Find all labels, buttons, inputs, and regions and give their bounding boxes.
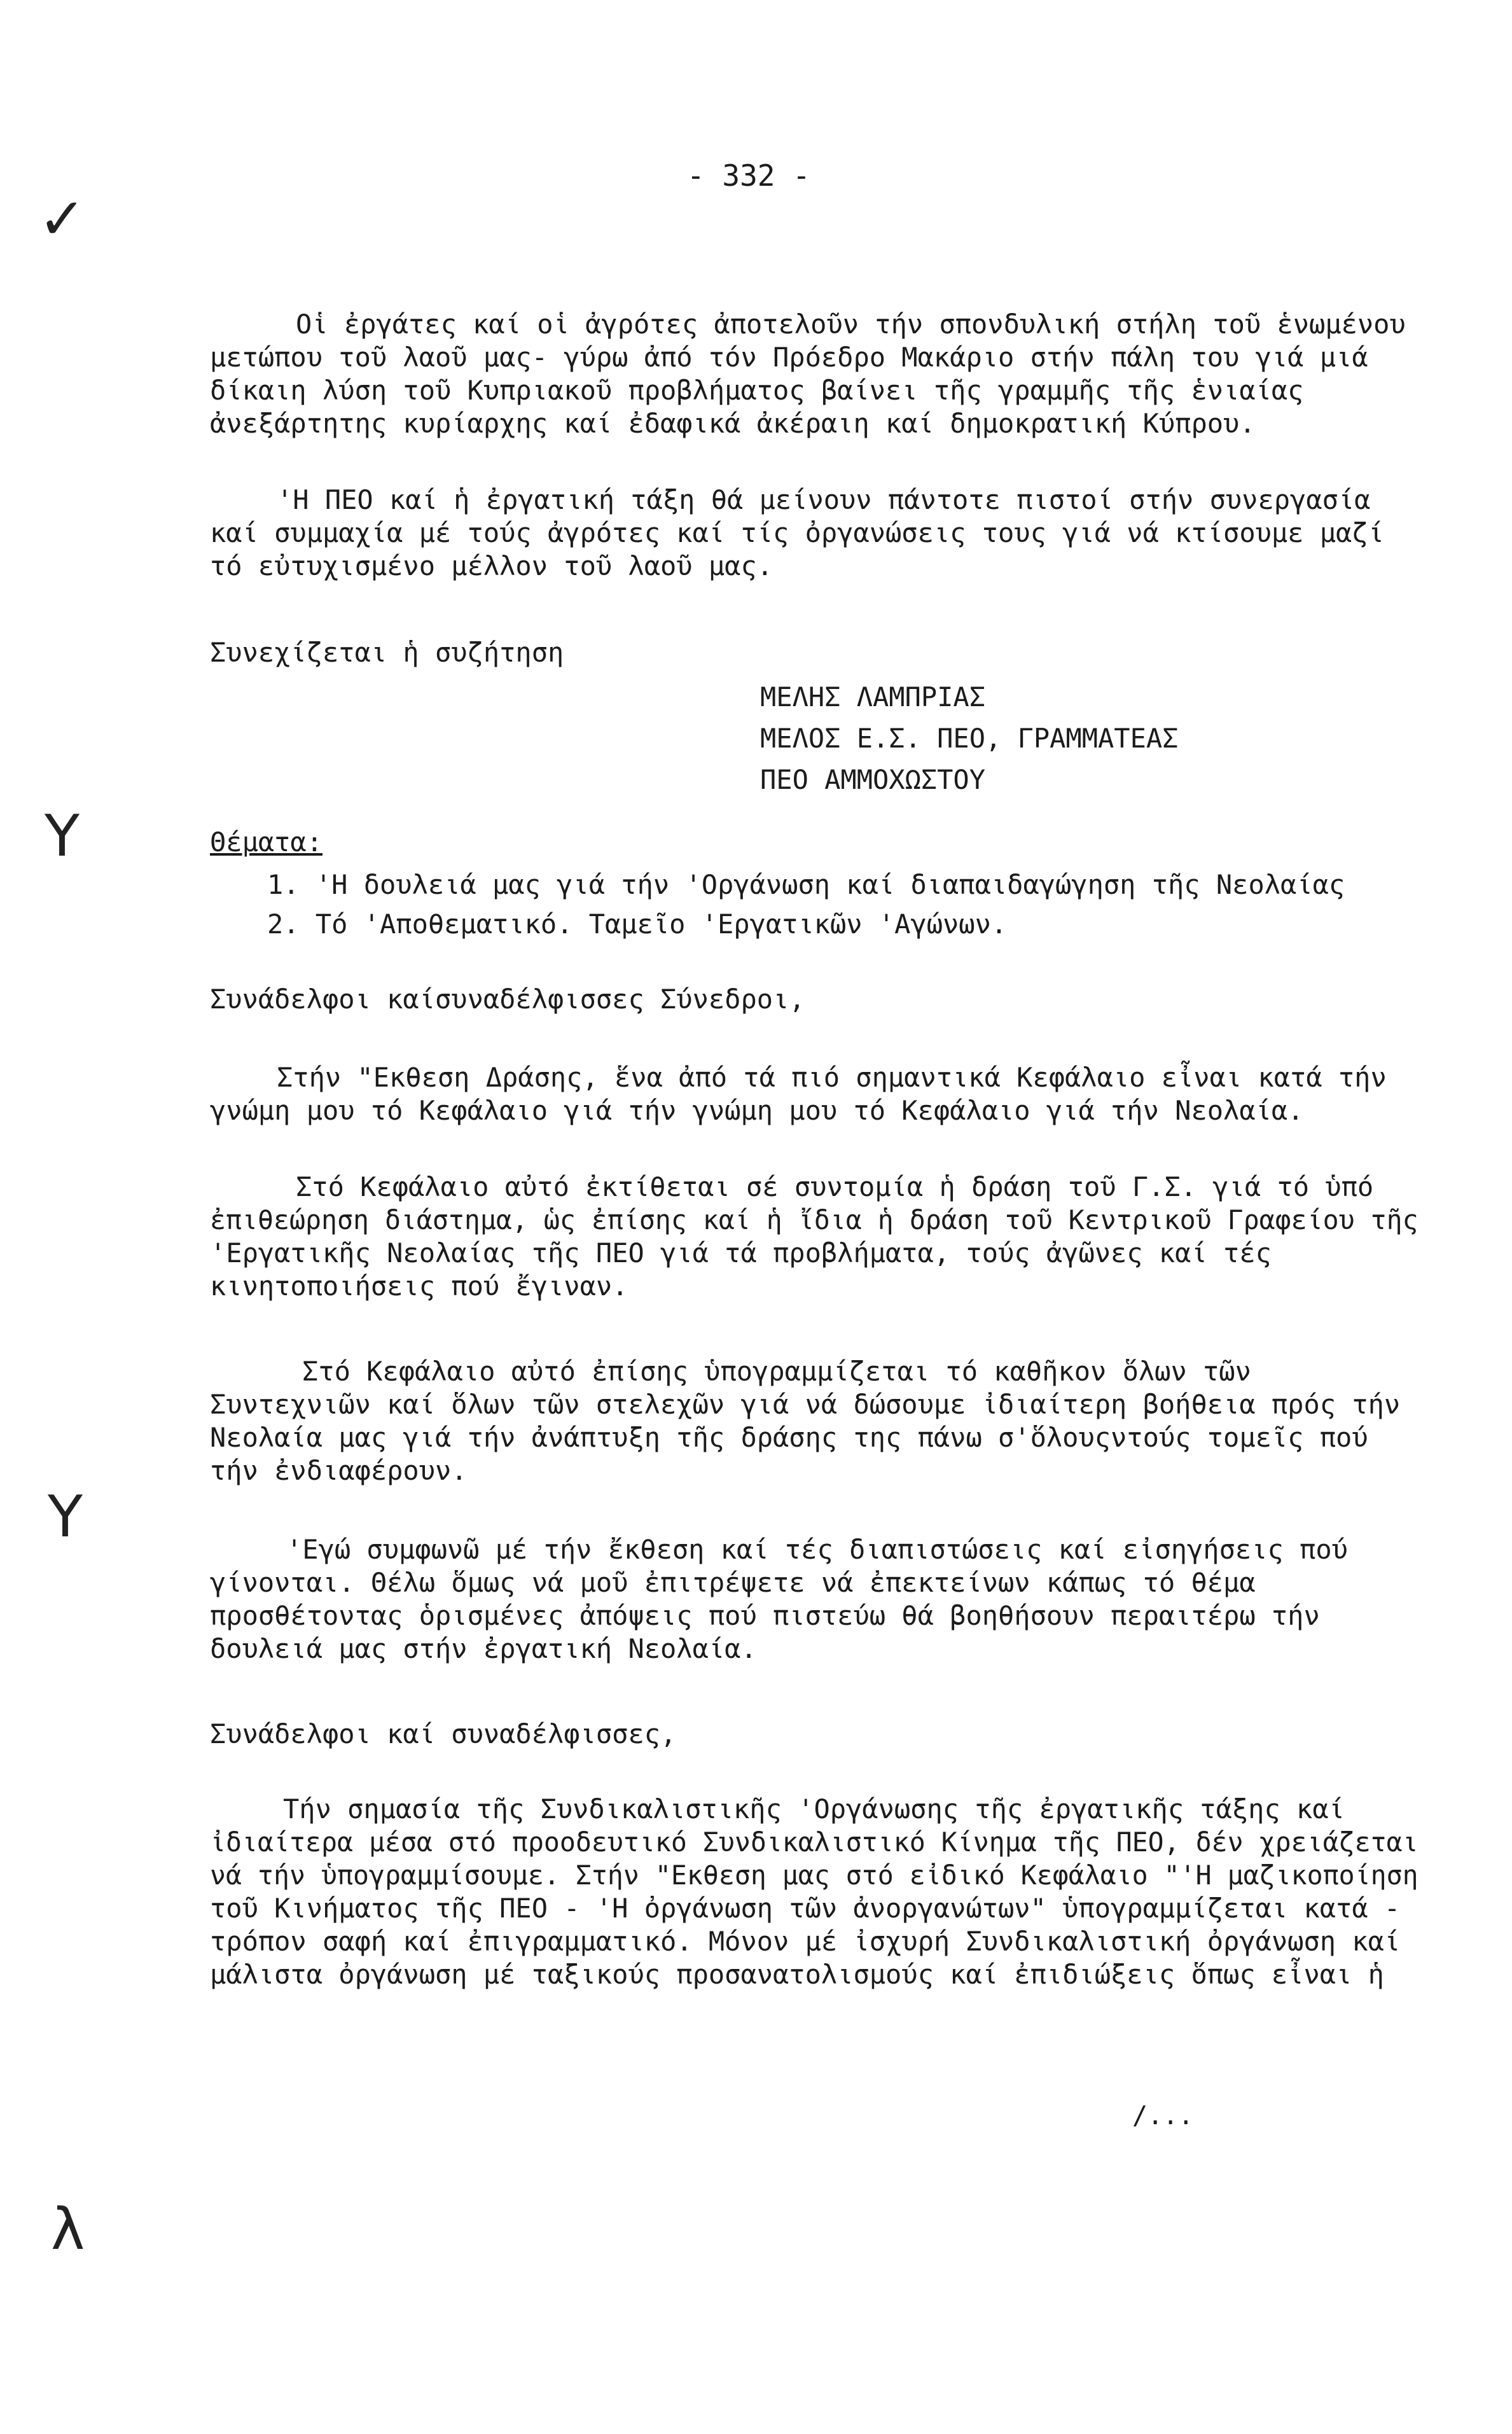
- text-line: Συντεχνιῶν καί ὅλων τῶν στελεχῶν γιά νά δώσουμε ἰδιαίτερη βοήθεια πρός τήν: [210, 1389, 1401, 1420]
- greeting-1: Συνάδελφοι καίσυναδέλφισσες Σύνεδροι,: [210, 984, 805, 1015]
- topic-item-1: 1. 'Η δουλειά μας γιά τήν 'Οργάνωση καί διαπαιδαγώγηση τῆς Νεολαίας: [267, 869, 1345, 900]
- topic-item-2: 2. Τό 'Αποθεματικό. Ταμεῖο 'Εργατικῶν 'Αγώνων.: [267, 908, 1008, 940]
- text-line: Τήν σημασία τῆς Συνδικαλιστικῆς 'Οργάνωσης τῆς ἐργατικῆς τάξης καί: [283, 1793, 1345, 1825]
- text-line: ἐπιθεώρηση διάστημα, ὡς ἐπίσης καί ἡ ἴδια ἡ δράση τοῦ Κεντρικοῦ Γραφείου τῆς: [210, 1204, 1418, 1235]
- text-line: 'Η ΠΕΟ καί ἡ ἐργατική τάξη θά μείνουν πάντοτε πιστοί στήν συνεργασία: [277, 484, 1371, 515]
- text-line: ἀνεξάρτητης κυρίαρχης καί ἐδαφικά ἀκέραιη καί δημοκρατική Κύπρου.: [210, 408, 1256, 439]
- margin-tick-mark-3: Υ: [48, 1484, 83, 1550]
- text-line: κινητοποιήσεις πού ἔγιναν.: [210, 1270, 628, 1302]
- page-number: - 332 -: [687, 158, 810, 193]
- text-line: καί συμμαχία μέ τούς ἀγρότες καί τίς ὀργανώσεις τους γιά νά κτίσουμε μαζί: [210, 517, 1384, 548]
- text-line: 'Εργατικῆς Νεολαίας τῆς ΠΕΟ γιά τά προβλήματα, τούς ἀγῶνες καί τές: [210, 1237, 1272, 1269]
- signature-name: ΜΕΛΗΣ ΛΑΜΠΡΙΑΣ: [760, 681, 986, 713]
- text-line: Στήν "Εκθεση Δράσης, ἕνα ἀπό τά πιό σημαντικά Κεφάλαιο εἶναι κατά τήν: [277, 1062, 1387, 1093]
- margin-tick-mark-1: ✓: [38, 186, 87, 253]
- text-line: Οἱ ἐργάτες καί οἱ ἀγρότες ἀποτελοῦν τήν σπονδυλική στήλη τοῦ ἑνωμένου: [296, 309, 1406, 340]
- greeting-2: Συνάδελφοι καί συναδέλφισσες,: [210, 1718, 677, 1749]
- text-line: γίνονται. Θέλω ὅμως νά μοῦ ἐπιτρέψετε νά ἐπεκτείνων κάπως τό θέμα: [210, 1567, 1256, 1598]
- signature-title: ΜΕΛΟΣ Ε.Σ. ΠΕΟ, ΓΡΑΜΜΑΤΕΑΣ: [760, 723, 1179, 754]
- text-line: τήν ἐνδιαφέρουν.: [210, 1455, 468, 1486]
- text-line: Νεολαία μας γιά τήν ἀνάπτυξη τῆς δράσης της πάνω σ'ὅλουςντούς τομεῖς πού: [210, 1422, 1368, 1453]
- text-line: μάλιστα ὀργάνωση μέ ταξικούς προσανατολισμούς καί ἐπιδιώξεις ὅπως εἶναι ἡ: [210, 1959, 1384, 1990]
- text-line: δίκαιη λύση τοῦ Κυπριακοῦ προβλήματος βαίνει τῆς γραμμῆς τῆς ἑνιαίας: [210, 375, 1304, 406]
- text-line: 'Εγώ συμφωνῶ μέ τήν ἔκθεση καί τές διαπιστώσεις καί εἰσηγήσεις πού: [286, 1534, 1348, 1565]
- text-line: γνώμη μου τό Κεφάλαιο γιά τήν γνώμη μου τό Κεφάλαιο γιά τήν Νεολαία.: [210, 1095, 1304, 1126]
- text-line: τό εὐτυχισμένο μέλλον τοῦ λαοῦ μας.: [210, 550, 773, 581]
- text-line: νά τήν ὑπογραμμίσουμε. Στήν "Εκθεση μας στό εἰδικό Κεφάλαιο "'Η μαζικοποίηση: [210, 1860, 1418, 1891]
- continues-note: Συνεχίζεται ἡ συζήτηση: [210, 637, 564, 668]
- text-line: Στό Κεφάλαιο αὐτό ἐκτίθεται σέ συντομία ἡ δράση τοῦ Γ.Σ. γιά τό ὑπό: [296, 1171, 1374, 1202]
- text-line: δουλειά μας στήν ἐργατική Νεολαία.: [210, 1633, 757, 1664]
- text-line: τοῦ Κινήματος τῆς ΠΕΟ - 'Η ὀργάνωση τῶν ἀνοργανώτων" ὑπογραμμίζεται κατά -: [210, 1893, 1401, 1924]
- text-line: μετώπου τοῦ λαοῦ μας- γύρω ἀπό τόν Πρόεδρο Μακάριο στήν πάλη του γιά μιά: [210, 342, 1368, 373]
- text-line: προσθέτοντας ὁρισμένες ἀπόψεις πού πιστεύω θά βοηθήσουν περαιτέρω τήν: [210, 1600, 1320, 1631]
- topics-heading: Θέματα:: [210, 826, 323, 858]
- text-line: τρόπον σαφή καί ἐπιγραμματικό. Μόνον μέ ἰσχυρή Συνδικαλιστική ὀργάνωση καί: [210, 1926, 1401, 1957]
- text-line: Στό Κεφάλαιο αὐτό ἐπίσης ὑπογραμμίζεται τό καθῆκον ὅλων τῶν: [302, 1356, 1251, 1387]
- continuation-marker: /...: [1132, 2101, 1194, 2131]
- margin-tick-mark-2: Υ: [45, 803, 80, 870]
- text-line: ἰδιαίτερα μέσα στό προοδευτικό Συνδικαλιστικό Κίνημα τῆς ΠΕΟ, δέν χρειάζεται: [210, 1826, 1418, 1858]
- margin-tick-mark-4: λ: [51, 2196, 85, 2263]
- signature-branch: ΠΕΟ ΑΜΜΟΧΩΣΤΟΥ: [760, 764, 986, 795]
